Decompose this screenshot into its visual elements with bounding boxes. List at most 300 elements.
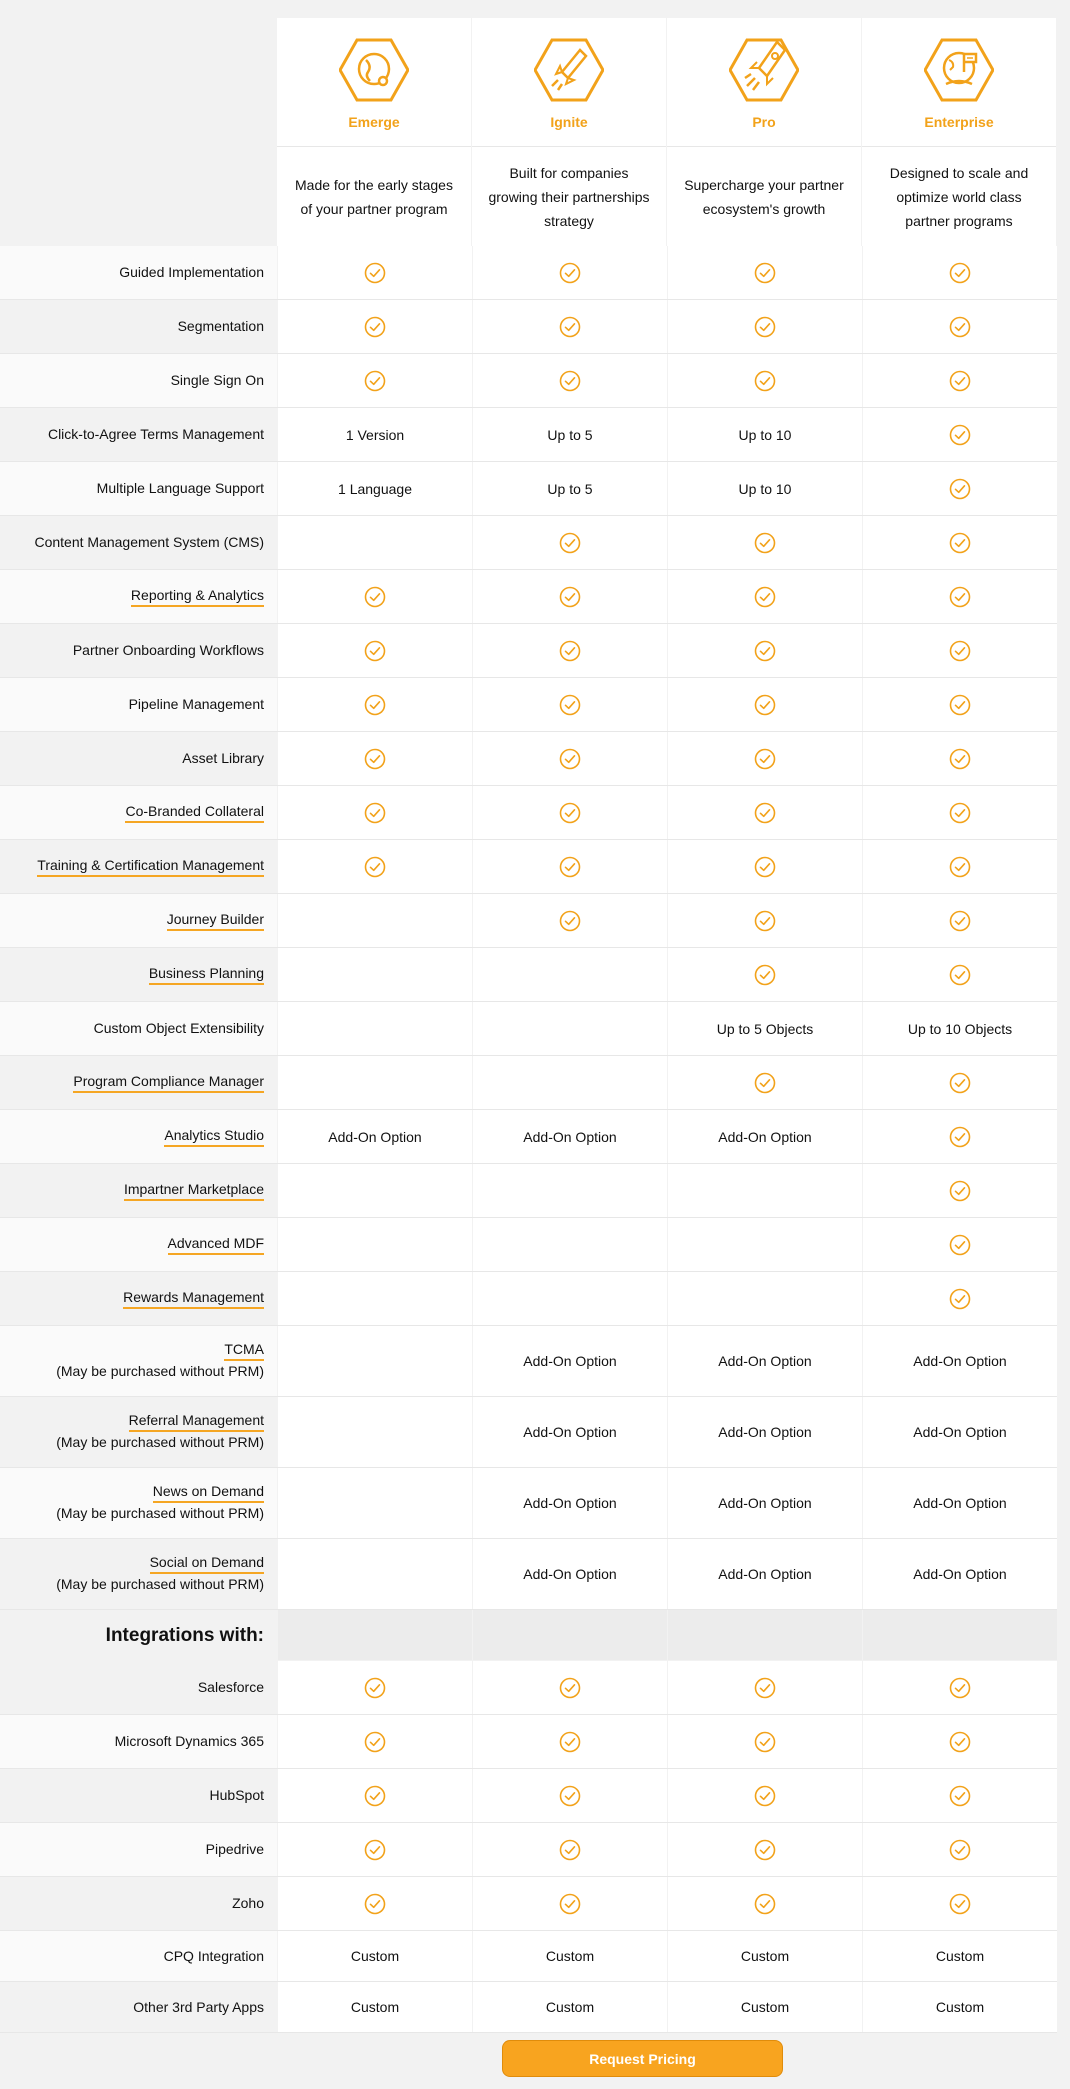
feature-name: Segmentation: [177, 318, 264, 334]
feature-name: Other 3rd Party Apps: [133, 1998, 264, 2015]
checkmark-icon: [364, 694, 386, 716]
feature-label: [0, 570, 277, 623]
checkmark-icon: [559, 640, 581, 662]
value-text: Add-On Option: [718, 1495, 812, 1511]
feature-value-emerge: [278, 1931, 472, 1981]
feature-value-enterprise: [863, 948, 1057, 1001]
checkmark-icon: [754, 748, 776, 770]
feature-value-ignite: [473, 624, 667, 677]
checkmark-icon: [364, 748, 386, 770]
value-text: Custom: [545, 1948, 595, 1964]
feature-value-emerge: [278, 408, 472, 461]
checkmark-icon: [949, 694, 971, 716]
feature-value-enterprise: [863, 1661, 1057, 1714]
request-pricing-button[interactable]: Request Pricing: [502, 2040, 783, 2077]
feature-row-tcma: [0, 1326, 1057, 1396]
value-text: Up to 5: [547, 426, 593, 443]
feature-value-ignite: [473, 1468, 667, 1538]
feature-value-ignite: [473, 1877, 667, 1930]
feature-label: [0, 948, 277, 1001]
checkmark-icon: [949, 802, 971, 824]
feature-value-pro: [668, 894, 862, 947]
feature-link[interactable]: TCMA: [224, 1340, 264, 1361]
feature-value-ignite: [473, 1982, 667, 2032]
feature-label: [0, 1715, 277, 1768]
feature-label: [0, 408, 277, 461]
feature-row-hubspot: [0, 1769, 1057, 1822]
feature-value-emerge: [278, 1661, 472, 1714]
feature-value-emerge: [278, 462, 472, 515]
feature-value-pro: [668, 732, 862, 785]
feature-value-enterprise: [863, 1468, 1057, 1538]
checkmark-icon: [364, 1893, 386, 1915]
integrations-header-cell: [473, 1610, 667, 1660]
feature-label: [0, 1982, 277, 2032]
feature-value-ignite: [473, 786, 667, 839]
checkmark-icon: [949, 1731, 971, 1753]
feature-value-emerge: [278, 1218, 472, 1271]
checkmark-icon: [364, 640, 386, 662]
checkmark-icon: [949, 964, 971, 986]
value-text: Add-On Option: [523, 1566, 617, 1582]
value-text: Add-On Option: [523, 1424, 617, 1440]
feature-value-pro: [668, 1272, 862, 1325]
value-text: Add-On Option: [913, 1353, 1007, 1369]
feature-value-pro: [668, 462, 862, 515]
value-text: Add-On Option: [913, 1495, 1007, 1511]
feature-value-emerge: [278, 678, 472, 731]
feature-value-pro: [668, 624, 862, 677]
feature-value-ignite: [473, 1056, 667, 1109]
feature-value-enterprise: [863, 678, 1057, 731]
feature-row-rewards-management: [0, 1272, 1057, 1325]
checkmark-icon: [364, 586, 386, 608]
feature-row-analytics-studio: [0, 1110, 1057, 1163]
value-text: Custom: [935, 1999, 985, 2015]
feature-row-other-3rd-party-apps: [0, 1982, 1057, 2032]
tier-header: [277, 18, 1057, 246]
feature-value-ignite: [473, 1715, 667, 1768]
checkmark-icon: [754, 370, 776, 392]
checkmark-icon: [364, 1839, 386, 1861]
checkmark-icon: [949, 478, 971, 500]
value-text: Custom: [740, 1948, 790, 1964]
checkmark-icon: [949, 910, 971, 932]
feature-row-content-management-system-cms: [0, 516, 1057, 569]
tier-description: Supercharge your partner ecosystem's growth: [684, 176, 844, 217]
feature-row-program-compliance-manager: [0, 1056, 1057, 1109]
feature-value-enterprise: [863, 1218, 1057, 1271]
checkmark-icon: [559, 586, 581, 608]
checkmark-icon: [559, 694, 581, 716]
feature-label: [0, 732, 277, 785]
feature-value-pro: [668, 1218, 862, 1271]
world-flag-hex-icon: [924, 38, 994, 102]
integrations-header-cell: [278, 1610, 472, 1660]
feature-row-business-planning: [0, 948, 1057, 1001]
checkmark-icon: [949, 262, 971, 284]
feature-row-guided-implementation: [0, 246, 1057, 299]
checkmark-icon: [754, 856, 776, 878]
feature-value-enterprise: [863, 300, 1057, 353]
feature-value-emerge: [278, 894, 472, 947]
feature-row-advanced-mdf: [0, 1218, 1057, 1271]
feature-link[interactable]: Analytics Studio: [164, 1126, 264, 1147]
feature-value-pro: [668, 570, 862, 623]
feature-value-emerge: [278, 516, 472, 569]
feature-value-emerge: [278, 624, 472, 677]
feature-value-emerge: [278, 1326, 472, 1396]
value-text: Add-On Option: [718, 1566, 812, 1582]
checkmark-icon: [754, 1839, 776, 1861]
feature-row-journey-builder: [0, 894, 1057, 947]
feature-name: Salesforce: [197, 1679, 264, 1695]
feature-value-ignite: [473, 1769, 667, 1822]
feature-sublabel: (May be purchased without PRM): [56, 1576, 264, 1592]
checkmark-icon: [949, 748, 971, 770]
checkmark-icon: [949, 316, 971, 338]
value-text: Up to 10: [738, 426, 792, 443]
feature-value-emerge: [278, 570, 472, 623]
checkmark-icon: [754, 586, 776, 608]
value-text: Custom: [350, 1999, 400, 2015]
feature-label: [0, 462, 277, 515]
value-text: Up to 5 Objects: [716, 1020, 814, 1037]
feature-label: [0, 1877, 277, 1930]
feature-value-enterprise: [863, 1877, 1057, 1930]
checkmark-icon: [949, 370, 971, 392]
value-text: Up to 5: [547, 480, 593, 497]
tier-name: Ignite: [550, 114, 588, 130]
checkmark-icon: [754, 1893, 776, 1915]
checkmark-icon: [754, 316, 776, 338]
checkmark-icon: [949, 856, 971, 878]
checkmark-icon: [559, 316, 581, 338]
feature-value-emerge: [278, 246, 472, 299]
checkmark-icon: [949, 1288, 971, 1310]
value-text: Add-On Option: [523, 1128, 617, 1145]
feature-value-enterprise: [863, 624, 1057, 677]
checkmark-icon: [364, 802, 386, 824]
feature-value-emerge: [278, 1397, 472, 1467]
checkmark-icon: [559, 1731, 581, 1753]
feature-value-pro: [668, 786, 862, 839]
checkmark-icon: [364, 316, 386, 338]
feature-row-segmentation: [0, 300, 1057, 353]
rocket-launch-hex-icon: [729, 38, 799, 102]
feature-value-enterprise: [863, 1769, 1057, 1822]
feature-value-emerge: [278, 1877, 472, 1930]
feature-name: Click-to-Agree Terms Management: [47, 426, 264, 442]
feature-label: [0, 1056, 277, 1109]
value-text: Up to 10 Objects: [907, 1020, 1013, 1037]
feature-name: Microsoft Dynamics 365: [114, 1733, 264, 1749]
feature-value-pro: [668, 1982, 862, 2032]
feature-value-pro: [668, 516, 862, 569]
feature-link[interactable]: Program Compliance Manager: [73, 1072, 264, 1093]
row-divider: [0, 2032, 1057, 2033]
checkmark-icon: [754, 910, 776, 932]
feature-row-reporting-analytics: [0, 570, 1057, 623]
checkmark-icon: [949, 1677, 971, 1699]
feature-value-pro: [668, 840, 862, 893]
value-text: Add-On Option: [718, 1128, 812, 1145]
feature-value-emerge: [278, 1539, 472, 1609]
feature-value-enterprise: [863, 1539, 1057, 1609]
checkmark-icon: [754, 640, 776, 662]
feature-link[interactable]: Impartner Marketplace: [124, 1180, 264, 1201]
feature-value-enterprise: [863, 1272, 1057, 1325]
feature-value-pro: [668, 1769, 862, 1822]
feature-row-co-branded-collateral: [0, 786, 1057, 839]
feature-value-ignite: [473, 300, 667, 353]
feature-value-pro: [668, 1110, 862, 1163]
checkmark-icon: [559, 532, 581, 554]
feature-value-emerge: [278, 840, 472, 893]
feature-value-ignite: [473, 516, 667, 569]
feature-name: Zoho: [232, 1895, 264, 1911]
feature-value-enterprise: [863, 462, 1057, 515]
feature-name: HubSpot: [209, 1787, 264, 1803]
checkmark-icon: [949, 424, 971, 446]
feature-label: [0, 1931, 277, 1981]
feature-label: [0, 300, 277, 353]
feature-value-pro: [668, 1823, 862, 1876]
feature-value-pro: [668, 1661, 862, 1714]
feature-value-pro: [668, 354, 862, 407]
feature-value-ignite: [473, 1218, 667, 1271]
feature-value-enterprise: [863, 732, 1057, 785]
checkmark-icon: [949, 1126, 971, 1148]
feature-label: [0, 1326, 277, 1396]
checkmark-icon: [754, 1785, 776, 1807]
feature-link[interactable]: Rewards Management: [123, 1288, 264, 1309]
tier-name: Emerge: [348, 114, 400, 130]
tier-enterprise: [862, 18, 1056, 246]
value-text: Custom: [740, 1999, 790, 2015]
value-text: Add-On Option: [913, 1424, 1007, 1440]
checkmark-icon: [754, 802, 776, 824]
feature-value-ignite: [473, 732, 667, 785]
feature-name: Asset Library: [182, 750, 264, 766]
feature-value-enterprise: [863, 786, 1057, 839]
checkmark-icon: [364, 1677, 386, 1699]
feature-value-emerge: [278, 1715, 472, 1768]
feature-value-emerge: [278, 1823, 472, 1876]
feature-value-pro: [668, 1056, 862, 1109]
value-text: Add-On Option: [718, 1424, 812, 1440]
checkmark-icon: [949, 532, 971, 554]
feature-label: [0, 1218, 277, 1271]
feature-row-multiple-language-support: [0, 462, 1057, 515]
value-text: Custom: [935, 1948, 985, 1964]
value-text: 1 Version: [345, 426, 405, 443]
feature-row-pipeline-management: [0, 678, 1057, 731]
feature-row-microsoft-dynamics-365: [0, 1715, 1057, 1768]
feature-name: Pipedrive: [205, 1841, 264, 1857]
feature-value-emerge: [278, 354, 472, 407]
feature-value-emerge: [278, 786, 472, 839]
feature-value-pro: [668, 408, 862, 461]
feature-label: [0, 516, 277, 569]
feature-link[interactable]: Social on Demand: [150, 1553, 264, 1574]
value-text: Add-On Option: [328, 1128, 422, 1145]
feature-link[interactable]: Advanced MDF: [168, 1234, 264, 1255]
value-text: Up to 10: [738, 480, 792, 497]
feature-value-enterprise: [863, 1397, 1057, 1467]
feature-value-emerge: [278, 948, 472, 1001]
feature-link[interactable]: Referral Management: [129, 1411, 264, 1432]
feature-value-ignite: [473, 1002, 667, 1055]
integrations-header-cell: [863, 1610, 1057, 1660]
feature-label: [0, 840, 277, 893]
checkmark-icon: [559, 262, 581, 284]
rocket-hex-icon: [534, 38, 604, 102]
checkmark-icon: [364, 856, 386, 878]
checkmark-icon: [949, 586, 971, 608]
feature-row-social-on-demand: [0, 1539, 1057, 1609]
feature-row-salesforce: [0, 1661, 1057, 1714]
feature-label: [0, 354, 277, 407]
feature-value-ignite: [473, 1661, 667, 1714]
value-text: Add-On Option: [913, 1566, 1007, 1582]
feature-row-single-sign-on: [0, 354, 1057, 407]
feature-value-pro: [668, 1877, 862, 1930]
checkmark-icon: [949, 640, 971, 662]
feature-sublabel: (May be purchased without PRM): [56, 1434, 264, 1450]
checkmark-icon: [559, 748, 581, 770]
feature-label: [0, 1661, 277, 1714]
feature-value-enterprise: [863, 1002, 1057, 1055]
tier-description: Designed to scale and optimize world class partner programs: [889, 164, 1029, 229]
checkmark-icon: [754, 694, 776, 716]
checkmark-icon: [949, 1072, 971, 1094]
value-text: Custom: [545, 1999, 595, 2015]
feature-label: [0, 1002, 277, 1055]
feature-link[interactable]: Reporting & Analytics: [131, 586, 264, 607]
feature-label: [0, 624, 277, 677]
feature-value-ignite: [473, 408, 667, 461]
feature-label: [0, 1110, 277, 1163]
feature-link[interactable]: News on Demand: [153, 1482, 264, 1503]
feature-value-enterprise: [863, 1982, 1057, 2032]
feature-value-pro: [668, 678, 862, 731]
feature-row-zoho: [0, 1877, 1057, 1930]
feature-value-enterprise: [863, 1931, 1057, 1981]
feature-value-enterprise: [863, 894, 1057, 947]
feature-row-pipedrive: [0, 1823, 1057, 1876]
feature-link[interactable]: Co-Branded Collateral: [125, 802, 264, 823]
feature-name: Custom Object Extensibility: [93, 1020, 264, 1036]
feature-label: [0, 1823, 277, 1876]
feature-value-pro: [668, 1468, 862, 1538]
checkmark-icon: [364, 370, 386, 392]
feature-name: Pipeline Management: [128, 696, 264, 712]
feature-label: [0, 1539, 277, 1609]
value-text: 1 Language: [338, 480, 412, 497]
feature-row-partner-onboarding-workflows: [0, 624, 1057, 677]
tier-name: Pro: [752, 114, 776, 130]
feature-sublabel: (May be purchased without PRM): [56, 1505, 264, 1521]
feature-name: CPQ Integration: [163, 1947, 264, 1964]
integrations-title: Integrations with:: [105, 1624, 264, 1646]
feature-value-ignite: [473, 1823, 667, 1876]
feature-label: [0, 678, 277, 731]
feature-value-pro: [668, 948, 862, 1001]
feature-value-emerge: [278, 1002, 472, 1055]
feature-value-pro: [668, 1397, 862, 1467]
feature-value-enterprise: [863, 408, 1057, 461]
checkmark-icon: [559, 370, 581, 392]
checkmark-icon: [949, 1180, 971, 1202]
feature-value-ignite: [473, 570, 667, 623]
feature-link[interactable]: Business Planning: [149, 964, 264, 985]
checkmark-icon: [364, 1731, 386, 1753]
feature-link[interactable]: Training & Certification Management: [37, 856, 264, 877]
feature-name: Content Management System (CMS): [34, 534, 264, 550]
feature-value-ignite: [473, 1931, 667, 1981]
integrations-header-cell: [668, 1610, 862, 1660]
checkmark-icon: [754, 964, 776, 986]
feature-value-enterprise: [863, 1056, 1057, 1109]
feature-label: [0, 1769, 277, 1822]
feature-value-emerge: [278, 300, 472, 353]
feature-value-enterprise: [863, 1110, 1057, 1163]
feature-value-ignite: [473, 1272, 667, 1325]
feature-value-emerge: [278, 1982, 472, 2032]
feature-value-ignite: [473, 948, 667, 1001]
feature-value-ignite: [473, 1164, 667, 1217]
checkmark-icon: [559, 1893, 581, 1915]
value-text: Add-On Option: [523, 1495, 617, 1511]
checkmark-icon: [949, 1893, 971, 1915]
feature-value-pro: [668, 246, 862, 299]
feature-value-enterprise: [863, 1715, 1057, 1768]
feature-value-enterprise: [863, 1823, 1057, 1876]
feature-value-ignite: [473, 894, 667, 947]
feature-name: Single Sign On: [170, 372, 264, 388]
feature-label: [0, 1397, 277, 1467]
checkmark-icon: [949, 1785, 971, 1807]
checkmark-icon: [559, 1677, 581, 1699]
feature-sublabel: (May be purchased without PRM): [56, 1363, 264, 1379]
feature-value-ignite: [473, 462, 667, 515]
feature-value-ignite: [473, 1539, 667, 1609]
feature-row-referral-management: [0, 1397, 1057, 1467]
value-text: Custom: [350, 1948, 400, 1964]
feature-value-enterprise: [863, 246, 1057, 299]
feature-value-emerge: [278, 1110, 472, 1163]
feature-label: [0, 246, 277, 299]
feature-row-news-on-demand: [0, 1468, 1057, 1538]
feature-value-ignite: [473, 246, 667, 299]
checkmark-icon: [364, 1785, 386, 1807]
checkmark-icon: [949, 1839, 971, 1861]
feature-name: Multiple Language Support: [96, 480, 264, 496]
feature-link[interactable]: Journey Builder: [167, 910, 264, 931]
feature-value-emerge: [278, 1164, 472, 1217]
feature-value-emerge: [278, 1272, 472, 1325]
feature-value-emerge: [278, 1056, 472, 1109]
feature-row-training-certification-management: [0, 840, 1057, 893]
feature-name: Guided Implementation: [119, 264, 264, 280]
checkmark-icon: [559, 802, 581, 824]
tier-description: Made for the early stages of your partner program: [295, 176, 453, 217]
feature-value-pro: [668, 1002, 862, 1055]
feature-label: [0, 1164, 277, 1217]
feature-value-pro: [668, 1164, 862, 1217]
feature-value-ignite: [473, 354, 667, 407]
